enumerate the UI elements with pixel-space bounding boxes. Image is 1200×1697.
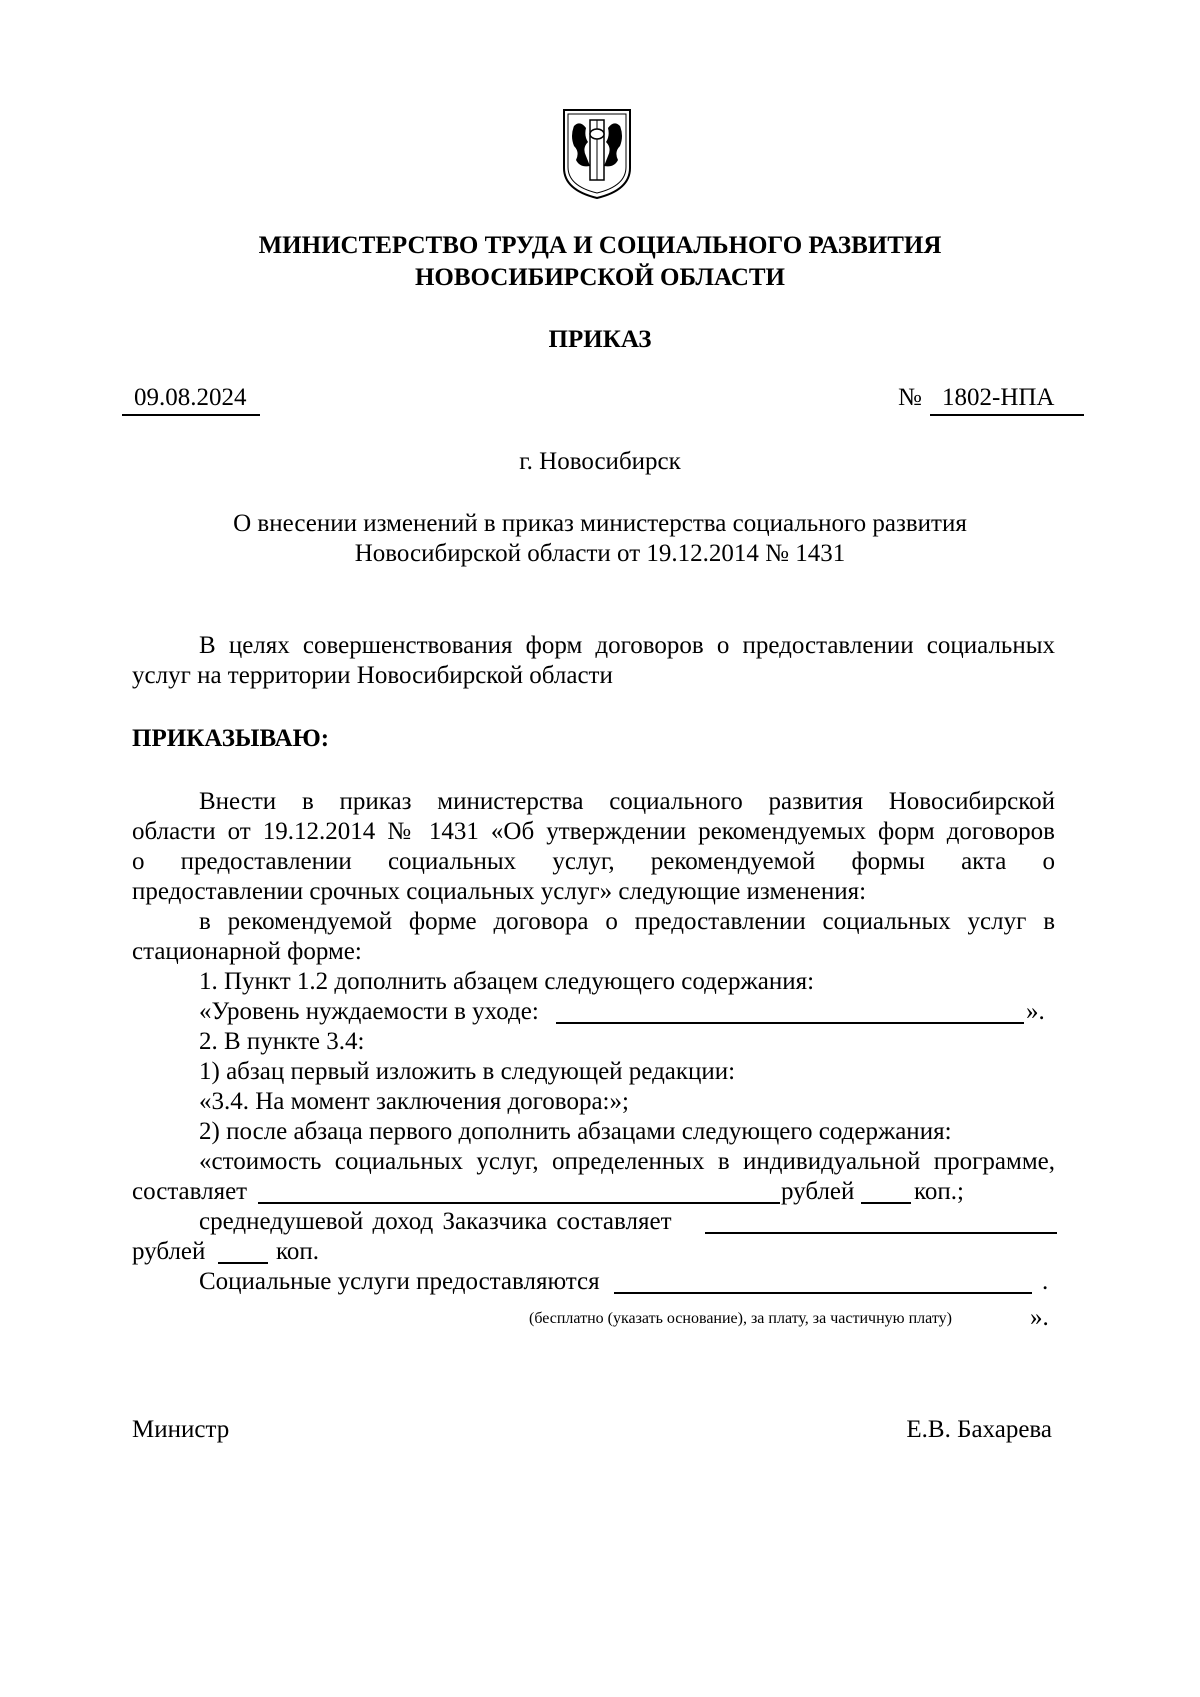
services-label: Социальные услуги предоставляются [199,1268,600,1295]
preamble-line1: В целях совершенствования форм договоров о предоставлении социальных [199,632,1055,659]
number-field [930,382,1084,416]
number-value: 1802-НПА [942,384,1055,411]
need-level-blank [556,1022,1024,1024]
services-close: ». [1030,1304,1049,1331]
subitem-2: 2) после абзаца первого дополнить абзацами следующего содержания: [199,1118,952,1145]
signature-position: Министр [132,1416,230,1443]
doc-type-title: ПРИКАЗ [548,326,652,353]
cost-kop-blank [861,1202,911,1204]
subject-line2: Новосибирской области от 19.12.2014 № 1431 [354,540,846,567]
body-p1-line3: о предоставлении социальных услуг, рекомендуемой формы акта о [132,848,1055,875]
body-p2-line2: стационарной форме: [132,938,362,965]
need-level-label: «Уровень нуждаемости в уходе: [199,998,539,1025]
services-end: . [1042,1268,1049,1295]
signature-name: Е.В. Бахарева [906,1416,1052,1443]
ministry-title-line2: НОВОСИБИРСКОЙ ОБЛАСТИ [414,264,786,291]
cost-kop: коп.; [914,1178,964,1205]
number-sign: № [898,384,922,411]
city: г. Новосибирск [519,448,681,475]
body-p2-line1: в рекомендуемой форме договора о предоставлении социальных услуг в [199,908,1055,935]
income-kop: коп. [276,1238,320,1265]
income-blank [705,1232,1057,1234]
preamble-line2: услуг на территории Новосибирской области [132,662,613,689]
services-blank [614,1292,1032,1294]
income-rub: рублей [132,1238,206,1265]
income-label: среднедушевой доход Заказчика составляет [199,1208,672,1235]
date-value: 09.08.2024 [134,384,247,411]
body-p1-line2: области от 19.12.2014 № 1431 «Об утверждении рекомендуемых форм договоров [132,818,1055,845]
body-p1-line4: предоставлении срочных социальных услуг» следующие изменения: [132,878,867,905]
order-word: ПРИКАЗЫВАЮ: [132,725,330,752]
item-1: 1. Пункт 1.2 дополнить абзацем следующего содержания: [199,968,815,995]
date-field [122,382,260,416]
cost-line1: «стоимость социальных услуг, определенных в индивидуальной программе, [199,1148,1055,1175]
cost-rub-blank [258,1202,780,1204]
subject-line1: О внесении изменений в приказ министерства социального развития [233,510,967,537]
ministry-title-line1: МИНИСТЕРСТВО ТРУДА И СОЦИАЛЬНОГО РАЗВИТИЯ [258,232,942,259]
item-2: 2. В пункте 3.4: [199,1028,365,1055]
services-hint: (бесплатно (указать основание), за плату, за частичную плату) [529,1310,952,1327]
income-kop-blank [218,1262,268,1264]
need-level-end: ». [1026,998,1045,1025]
cost-rub: рублей [781,1178,855,1205]
subitem-1: 1) абзац первый изложить в следующей редакции: [199,1058,736,1085]
cost-label: составляет [132,1178,248,1205]
coat-of-arms-emblem [560,106,634,202]
subitem-1-text: «3.4. На момент заключения договора:»; [199,1088,629,1115]
body-p1-line1: Внести в приказ министерства социального развития Новосибирской [199,788,1055,815]
